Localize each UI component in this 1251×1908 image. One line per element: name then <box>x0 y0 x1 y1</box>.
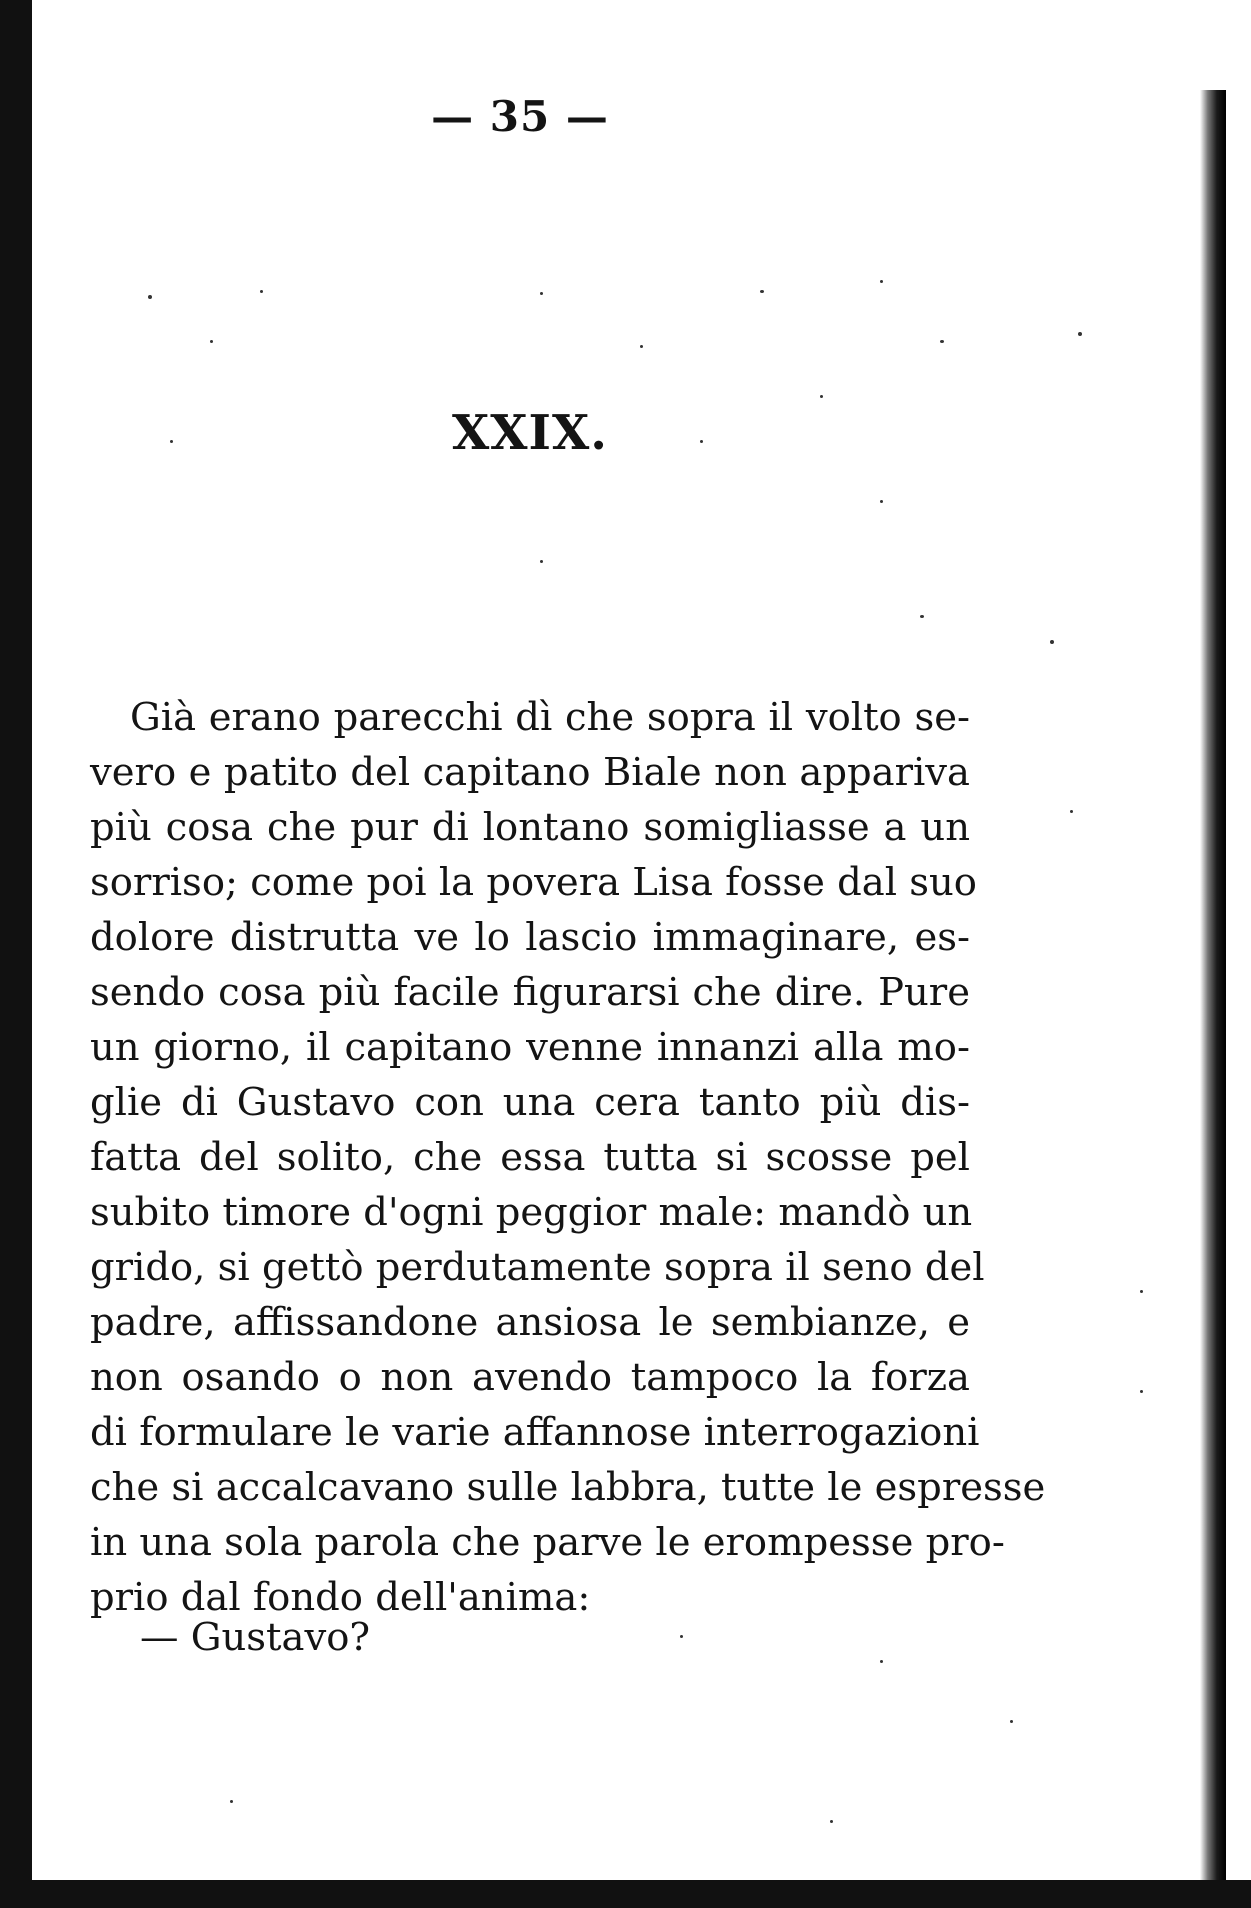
scan-border-right <box>1200 90 1226 1890</box>
text-line: vero e patito del capitano Biale non appariva <box>90 750 970 795</box>
chapter-title: XXIX. <box>452 405 608 461</box>
scan-speck <box>760 290 764 293</box>
text-line: grido, si gettò perdutamente sopra il seno del <box>90 1245 985 1290</box>
scan-speck <box>1140 1390 1143 1393</box>
scan-speck <box>640 345 643 348</box>
scan-speck <box>880 500 883 503</box>
body-text <box>90 690 1046 1625</box>
scan-speck <box>540 560 543 563</box>
scan-speck <box>920 615 924 618</box>
text-line: subito timore d'ogni peggior male: mandò un <box>90 1190 973 1235</box>
text-line: Già erano parecchi dì che sopra il volto se- <box>130 695 970 740</box>
text-line: che si accalcavano sulle labbra, tutte le espresse <box>90 1465 1046 1510</box>
scan-speck <box>1070 810 1073 813</box>
page-number: — 35 — <box>431 92 609 141</box>
scan-speck <box>540 292 543 295</box>
scan-speck <box>880 1660 883 1663</box>
text-line: di formulare le varie affannose interrogazioni <box>90 1410 980 1455</box>
text-line: più cosa che pur di lontano somigliasse a un <box>90 805 970 850</box>
text-line: dolore distrutta ve lo lascio immaginare, es- <box>90 915 970 960</box>
scan-speck <box>820 395 823 398</box>
scan-speck <box>940 340 944 343</box>
scan-border-left <box>0 0 32 1908</box>
scan-speck <box>680 1635 683 1638</box>
scan-speck <box>210 340 213 343</box>
scan-margin-right <box>1226 0 1251 1908</box>
text-line: fatta del solito, che essa tutta si scosse pel <box>90 1135 970 1180</box>
scan-speck <box>700 440 703 443</box>
text-line: prio dal fondo dell'anima: <box>90 1575 591 1620</box>
scan-speck <box>1140 1290 1143 1293</box>
text-line: glie di Gustavo con una cera tanto più dis- <box>90 1080 970 1125</box>
text-line: in una sola parola che parve le erompesse pro- <box>90 1520 1005 1565</box>
text-line: padre, affissandone ansiosa le sembianze, e <box>90 1300 970 1345</box>
text-line: sorriso; come poi la povera Lisa fosse dal suo <box>90 860 977 905</box>
scan-speck <box>880 280 883 283</box>
scan-speck <box>1050 640 1054 644</box>
scan-speck <box>230 1800 233 1803</box>
dialogue-line: — Gustavo? <box>140 1615 371 1660</box>
text-line: non osando o non avendo tampoco la forza <box>90 1355 970 1400</box>
scan-speck <box>170 440 173 443</box>
scan-speck <box>148 295 152 299</box>
scan-speck <box>1010 1720 1013 1723</box>
scan-speck <box>260 290 263 293</box>
text-line: un giorno, il capitano venne innanzi alla mo- <box>90 1025 970 1070</box>
scan-speck <box>830 1820 833 1823</box>
text-line: sendo cosa più facile figurarsi che dire. Pure <box>90 970 970 1015</box>
scan-speck <box>1078 332 1082 336</box>
scan-border-bottom <box>0 1880 1251 1908</box>
